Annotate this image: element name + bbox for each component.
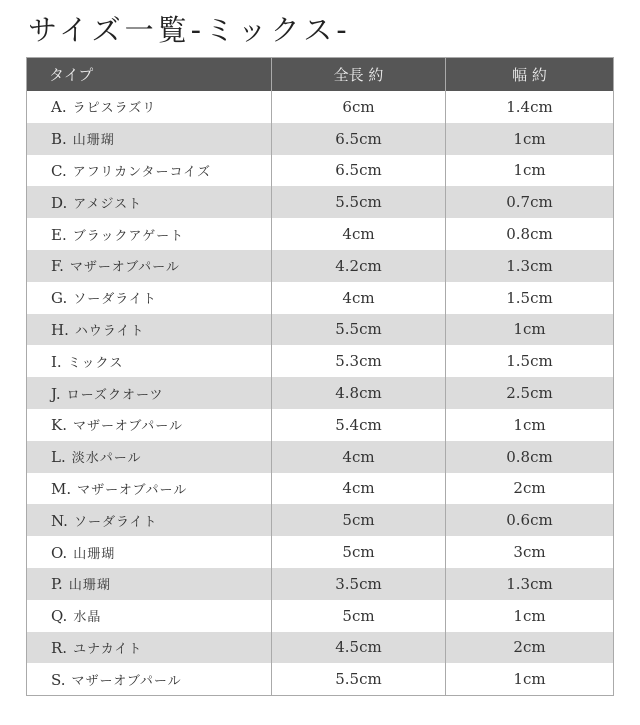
type-cell [27,504,272,536]
type-name: マザーオブパール [72,419,184,435]
table-row [27,123,614,155]
width-cell: 0.8cm [446,441,614,473]
length-cell: 6.5cm [272,123,446,155]
length-cell: 5cm [272,536,446,568]
length-cell: 5.5cm [272,663,446,695]
length-cell: 5cm [272,504,446,536]
header-length: 全長 約 [272,58,446,92]
type-name: 山珊瑚 [68,578,111,594]
table-row [27,441,614,473]
length-cell: 5cm [272,600,446,632]
type-cell [27,441,272,473]
width-cell: 1.3cm [446,568,614,600]
table-row [27,600,614,632]
width-cell: 2cm [446,632,614,664]
type-letter: K. [51,416,67,435]
type-name: アフリカンターコイズ [72,164,212,180]
type-name: ソーダライト [73,514,158,530]
type-letter: L. [51,448,66,467]
header-type: タイプ [27,58,272,92]
width-cell: 1cm [446,314,614,346]
type-cell [27,536,272,568]
type-name: ローズクオーツ [66,387,164,403]
type-name: 淡水パール [71,451,142,467]
type-cell [27,377,272,409]
type-letter: F. [51,257,64,276]
type-letter: G. [51,289,68,308]
table-row [27,155,614,187]
type-cell [27,314,272,346]
table-row [27,345,614,377]
type-name: ユナカイト [73,641,143,657]
width-cell: 1cm [446,600,614,632]
length-cell: 6.5cm [272,155,446,187]
length-cell: 5.4cm [272,409,446,441]
table-row [27,377,614,409]
type-name: 山珊瑚 [73,546,116,562]
type-letter: D. [51,193,68,212]
length-cell: 4.5cm [272,632,446,664]
type-letter: J. [51,384,61,403]
type-name: ミックス [67,355,124,371]
type-letter: O. [51,543,68,562]
width-cell: 0.8cm [446,218,614,250]
table-row [27,282,614,314]
width-cell: 0.6cm [446,504,614,536]
width-cell: 1cm [446,123,614,155]
length-cell: 4cm [272,282,446,314]
width-cell: 1.5cm [446,282,614,314]
size-table [26,57,614,696]
type-letter: H. [51,320,69,339]
type-name: マザーオブパール [77,482,188,498]
type-letter: M. [51,479,72,498]
width-cell: 1cm [446,409,614,441]
type-name: ブラックアゲート [72,228,185,244]
width-cell: 1cm [446,155,614,187]
table-row [27,536,614,568]
width-cell: 2cm [446,473,614,505]
type-letter: S. [51,670,66,689]
type-letter: C. [51,161,67,180]
table-row [27,250,614,282]
type-cell [27,473,272,505]
table-row [27,473,614,505]
length-cell: 4cm [272,441,446,473]
type-letter: P. [51,575,63,594]
table-row [27,504,614,536]
width-cell: 3cm [446,536,614,568]
type-cell [27,282,272,314]
type-name: ハウライト [74,323,145,339]
table-row [27,409,614,441]
type-name: マザーオブパール [69,260,180,276]
width-cell: 1.3cm [446,250,614,282]
type-letter: I. [51,352,62,371]
type-name: ソーダライト [73,292,157,308]
length-cell: 4.8cm [272,377,446,409]
length-cell: 4cm [272,218,446,250]
header-width: 幅 約 [446,58,614,92]
type-cell [27,632,272,664]
type-cell [27,123,272,155]
type-letter: R. [51,638,68,657]
length-cell: 5.5cm [272,186,446,218]
type-letter: B. [51,130,67,149]
table-row [27,218,614,250]
length-cell: 5.5cm [272,314,446,346]
type-cell [27,345,272,377]
type-name: マザーオブパール [71,673,182,689]
table-row [27,568,614,600]
length-cell: 5.3cm [272,345,446,377]
width-cell: 1cm [446,663,614,695]
type-cell [27,218,272,250]
type-letter: N. [51,511,68,530]
length-cell: 3.5cm [272,568,446,600]
type-cell [27,409,272,441]
type-cell [27,600,272,632]
type-name: 水晶 [73,610,102,626]
length-cell: 6cm [272,91,446,123]
width-cell: 1.4cm [446,91,614,123]
type-letter: A. [51,98,67,117]
length-cell: 4cm [272,473,446,505]
width-cell: 2.5cm [446,377,614,409]
table-row [27,314,614,346]
type-cell [27,568,272,600]
type-name: ラピスラズリ [72,101,157,117]
table-header [27,58,614,92]
type-letter: E. [51,225,67,244]
type-cell [27,186,272,218]
table-row [27,663,614,695]
table-row [27,632,614,664]
length-cell: 4.2cm [272,250,446,282]
type-cell [27,250,272,282]
type-cell [27,91,272,123]
width-cell: 1.5cm [446,345,614,377]
table-row [27,91,614,123]
type-name: アメジスト [73,196,143,212]
width-cell: 0.7cm [446,186,614,218]
type-cell [27,663,272,695]
type-cell [27,155,272,187]
page-title: サイズ一覧-ミックス- [28,13,351,47]
type-name: 山珊瑚 [72,133,115,149]
type-letter: Q. [51,607,68,626]
table-row [27,186,614,218]
